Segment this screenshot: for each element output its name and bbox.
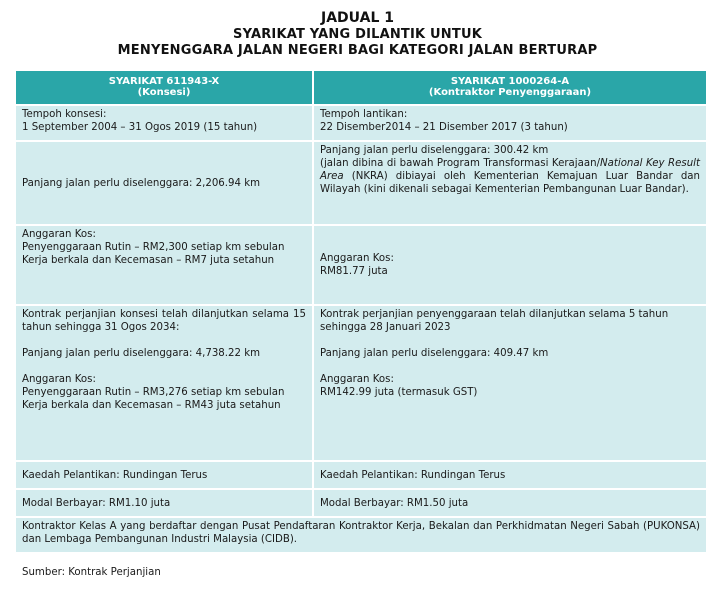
- cell-extension-left: [16, 305, 313, 461]
- cell-text: RM142.99 juta (termasuk GST): [320, 387, 478, 398]
- cell-text: (jalan dibina di bawah Program Transformasi Kerajaan/: [320, 158, 600, 169]
- cell-text: Panjang jalan perlu diselenggara: 4,738.22 km: [22, 348, 261, 359]
- cell-text: 1 September 2004 – 31 Ogos 2019 (15 tahun): [22, 122, 258, 133]
- table-row: [16, 105, 706, 141]
- source-note: Sumber: Kontrak Perjanjian: [22, 567, 161, 578]
- cell-text: Penyenggaraan Rutin – RM2,300 setiap km sebulan: [22, 242, 285, 253]
- table-row: [16, 489, 706, 517]
- cell-text: Panjang jalan perlu diselenggara: 409.47 km: [320, 348, 549, 359]
- cell-text: Anggaran Kos:: [320, 374, 394, 385]
- cell-text: Penyenggaraan Rutin – RM3,276 setiap km sebulan: [22, 387, 285, 398]
- cell-text: Tempoh konsesi:: [22, 109, 107, 120]
- header-company-1-name: SYARIKAT 611943-X: [108, 75, 220, 87]
- cell-capital-right: [313, 489, 706, 517]
- cell-length-right: [313, 141, 706, 225]
- header-company-1: [16, 71, 313, 105]
- table-title-line2: MENYENGGARA JALAN NEGERI BAGI KATEGORI JALAN BERTURAP: [117, 43, 598, 58]
- table-row: [16, 517, 706, 552]
- table-row: [16, 141, 706, 225]
- cell-text: Kaedah Pelantikan: Rundingan Terus: [22, 469, 208, 481]
- cell-text: Kerja berkala dan Kecemasan – RM7 juta setahun: [22, 255, 275, 266]
- cell-text: RM81.77 juta: [320, 266, 388, 277]
- cell-cost-right: [313, 225, 706, 305]
- cell-text: Tempoh lantikan:: [320, 109, 408, 120]
- table-header-row: [16, 71, 706, 105]
- cell-text: Panjang jalan perlu diselenggara: 300.42 km: [320, 145, 549, 156]
- cell-text: Anggaran Kos:: [320, 253, 394, 264]
- table-row: [16, 461, 706, 489]
- cell-text: Kaedah Pelantikan: Rundingan Terus: [320, 469, 506, 481]
- cell-text: (NKRA) dibiayai oleh Kementerian Kemajuan Luar Bandar dan Wilayah (kini dikenali sebagai Kementerian Pembangunan Luar Bandar).: [320, 171, 700, 195]
- cell-length-left: [16, 141, 313, 225]
- header-company-2-type: (Kontraktor Penyenggaraan): [428, 87, 592, 98]
- table-row: [16, 305, 706, 461]
- cell-text: Modal Berbayar: RM1.50 juta: [320, 497, 469, 509]
- cell-text: Kontrak perjanjian konsesi telah dilanjutkan selama 15 tahun sehingga 31 Ogos 2034:: [22, 309, 306, 333]
- cell-text: Modal Berbayar: RM1.10 juta: [22, 497, 171, 509]
- cell-method-right: [313, 461, 706, 489]
- table-row: [16, 225, 706, 305]
- header-company-2: [313, 71, 706, 105]
- header-company-2-name: SYARIKAT 1000264-A: [450, 75, 570, 87]
- cell-extension-right: [313, 305, 706, 461]
- cell-capital-left: [16, 489, 313, 517]
- cell-method-left: [16, 461, 313, 489]
- cell-text-italic: National Key Result Area: [320, 158, 700, 182]
- cell-text: Anggaran Kos:: [22, 229, 96, 240]
- cell-contractor-class: [16, 517, 706, 552]
- cell-text: 22 Disember2014 – 21 Disember 2017 (3 tahun): [320, 122, 568, 133]
- company-table: [16, 71, 706, 552]
- cell-text: Panjang jalan perlu diselenggara: 2,206.94 km: [22, 177, 261, 189]
- header-company-1-type: (Konsesi): [137, 87, 191, 98]
- table-title-line1: SYARIKAT YANG DILANTIK UNTUK: [233, 27, 482, 42]
- cell-cost-left: [16, 225, 313, 305]
- cell-text: Kontraktor Kelas A yang berdaftar dengan Pusat Pendaftaran Kontraktor Kerja, Bekalan dan Perkhidmatan Negeri Sabah (PUKONSA) dan Lembaga Pembangunan Industri Malaysia (CIDB).: [22, 521, 700, 545]
- cell-text: Anggaran Kos:: [22, 374, 96, 385]
- cell-period-left: [16, 105, 313, 141]
- cell-period-right: [313, 105, 706, 141]
- table-title-block: [0, 10, 715, 59]
- cell-text: Kontrak perjanjian penyenggaraan telah dilanjutkan selama 5 tahun sehingga 28 Januari 2023: [320, 309, 669, 333]
- cell-text: Kerja berkala dan Kecemasan – RM43 juta setahun: [22, 400, 281, 411]
- table-number: JADUAL 1: [321, 10, 394, 26]
